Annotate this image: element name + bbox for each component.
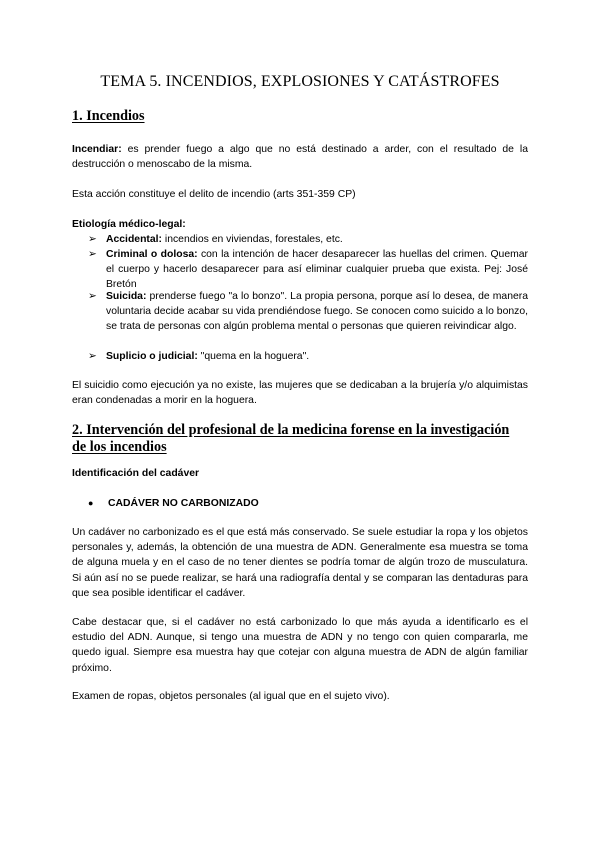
definition-paragraph xyxy=(72,142,528,172)
list-item-text: con la intención de hacer desaparecer las huellas del crimen. Quemar el cuerpo y hacerlo desaparecer para así eliminar cualquier prueba que exista. Pej: José Bretón xyxy=(106,249,528,291)
arrow-bullet-icon: ➢ xyxy=(88,234,97,245)
page-title: TEMA 5. INCENDIOS, EXPLOSIONES Y CATÁSTROFES xyxy=(100,73,500,90)
list-item-term: Suplicio o judicial: xyxy=(106,351,198,362)
list-item-criminal xyxy=(88,247,528,293)
list-item-suplicio xyxy=(88,349,528,364)
suicidio-paragraph: El suicidio como ejecución ya no existe, las mujeres que se dedicaban a la brujería y/o alquimistas eran condenadas a morir en la hoguera. xyxy=(72,380,528,407)
arrow-bullet-icon: ➢ xyxy=(88,291,97,302)
list-item-accidental xyxy=(88,232,528,247)
list-item-term: Criminal o dolosa: xyxy=(106,249,198,260)
list-item-suicida xyxy=(88,289,528,335)
definition-term: Incendiar: xyxy=(72,144,122,155)
round-bullet-icon: ● xyxy=(88,498,94,508)
list-item-term: Accidental: xyxy=(106,234,163,245)
section-heading-intervencion-line1: 2. Intervención del profesional de la medicina forense en la investigación xyxy=(72,422,510,438)
etiologia-heading: Etiología médico-legal: xyxy=(72,219,186,230)
definition-text: es prender fuego a algo que no está destinado a arder, con el resultado de la destrucción o menoscabo de la misma. xyxy=(72,144,528,171)
cadaver-paragraph-2: Cabe destacar que, si el cadáver no está carbonizado lo que más ayuda a identificarlo es el estudio del ADN. Aunque, si tengo una muestra de ADN y no tengo con quien compararla, me quedo igual. Siempre esa muestra hay que cotejar con alguna muestra de ADN de algún familiar próximo. xyxy=(72,617,528,674)
list-item-text: prenderse fuego "a lo bonzo". La propia persona, porque así lo desea, de manera voluntaria decide acabar su vida prendiéndose fuego. Se conocen como suicido a lo bonzo, se trata de personas con algún problema mental o personas que quieren reivindicar algo. xyxy=(106,291,528,333)
list-item-text: incendios en viviendas, forestales, etc. xyxy=(162,234,343,245)
cadaver-paragraph-1: Un cadáver no carbonizado es el que está más conservado. Se suele estudiar la ropa y los objetos personales y, además, la obtención de una muestra de ADN. Generalmente esa muestra se toma de alguna muela y en el caso de no tener dientes se podría tomar de algún trozo de musculatura. Si aún así no se puede realizar, se hará una radiografía dental y se comparan las dentaduras para que sea posible identificar el cadáver. xyxy=(72,527,528,599)
bullet-label: CADÁVER NO CARBONIZADO xyxy=(108,498,259,509)
cadaver-paragraph-3: Examen de ropas, objetos personales (al igual que en el sujeto vivo). xyxy=(72,691,390,702)
section-heading-incendios: 1. Incendios xyxy=(72,108,145,124)
list-item-term: Suicida: xyxy=(106,291,147,302)
list-item-text: "quema en la hoguera". xyxy=(197,351,310,362)
arrow-bullet-icon: ➢ xyxy=(88,351,97,362)
identificacion-subheading: Identificación del cadáver xyxy=(72,468,200,479)
section-heading-intervencion-line2: de los incendios xyxy=(72,439,167,455)
arrow-bullet-icon: ➢ xyxy=(88,249,97,260)
delito-paragraph: Esta acción constituye el delito de incendio (arts 351-359 CP) xyxy=(72,189,356,200)
